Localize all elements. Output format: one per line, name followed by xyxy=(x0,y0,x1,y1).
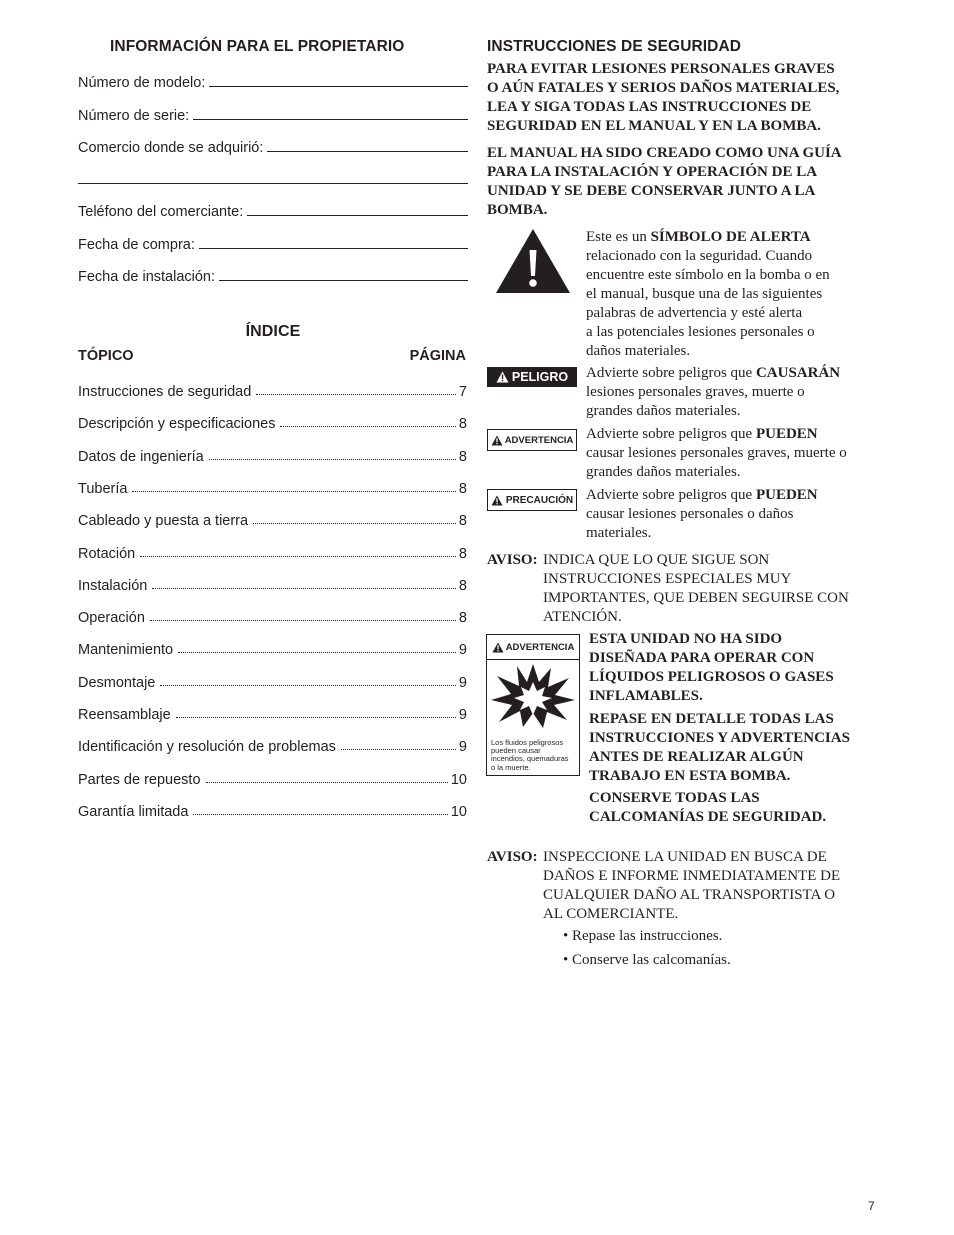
install-date-field[interactable]: Fecha de instalación: xyxy=(78,263,468,285)
index-topic: Reensamblaje xyxy=(78,707,171,723)
index-row[interactable] xyxy=(78,572,467,594)
index-page: 9 xyxy=(458,674,467,691)
index-row[interactable] xyxy=(78,766,467,788)
purchase-date-field[interactable]: Fecha de compra: xyxy=(78,231,468,253)
warning-block-2: REPASE EN DETALLE TODAS LAS INSTRUCCIONES Y ADVERTENCIAS ANTES DE REALIZAR ALGÚN TRABAJO EN ESTA BOMBA. xyxy=(589,711,850,784)
notice-2-label: AVISO: xyxy=(487,849,538,865)
index-row[interactable] xyxy=(78,378,467,400)
index-topic: Identificación y resolución de problemas xyxy=(78,739,336,756)
warning-block-3: CONSERVE TODAS LAS CALCOMANÍAS DE SEGURIDAD. xyxy=(589,790,827,825)
safety-intro-1: PARA EVITAR LESIONES PERSONALES GRAVES O AÚN FATALES Y SERIOS DAÑOS MATERIALES, LEA Y SIGA TODAS LAS INSTRUCCIONES DE SEGURIDAD EN EL MANUAL Y EN LA BOMBA. xyxy=(487,61,840,134)
index-col-page: PÁGINA xyxy=(409,348,466,364)
warning-text: Advierte sobre peligros que PUEDEN causar lesiones personales graves, muerte o grandes daños materiales. xyxy=(586,426,847,480)
index-page: 9 xyxy=(458,642,467,659)
owner-info-title: INFORMACIÓN PARA EL PROPIETARIO xyxy=(110,38,405,55)
index-page: 9 xyxy=(458,707,467,723)
caution-tag: PRECAUCIÓN xyxy=(487,489,577,511)
explosion-icon xyxy=(487,660,579,730)
index-row[interactable] xyxy=(78,669,467,691)
index-topic: Mantenimiento xyxy=(78,642,174,659)
safety-title: INSTRUCCIONES DE SEGURIDAD xyxy=(487,38,742,55)
decal-header: ADVERTENCIA xyxy=(487,635,579,660)
index-topic: Partes de repuesto xyxy=(78,771,201,788)
index-page: 8 xyxy=(458,416,467,433)
index-topic: Cableado y puesta a tierra xyxy=(78,513,249,530)
index-row[interactable] xyxy=(78,443,467,465)
index-topic: Instalación xyxy=(78,577,148,594)
index-page: 10 xyxy=(450,771,467,788)
serial-number-field[interactable]: Número de serie: xyxy=(78,102,468,124)
index-row[interactable] xyxy=(78,475,467,497)
index-topic: Operación xyxy=(78,610,145,627)
index-page: 9 xyxy=(458,739,467,756)
index-page: 8 xyxy=(458,545,467,562)
index-topic: Rotación xyxy=(78,545,136,562)
notice-2-text: INSPECCIONE LA UNIDAD EN BUSCA DE DAÑOS E INFORME INMEDIATAMENTE DE CUALQUIER DAÑO AL TRANSPORTISTA O AL COMERCIANTE. xyxy=(543,849,841,922)
index-row[interactable] xyxy=(78,733,467,755)
index-row[interactable] xyxy=(78,798,467,820)
warning-alert-icon xyxy=(491,435,503,446)
warning-tag: ADVERTENCIA xyxy=(487,429,577,451)
danger-tag: PELIGRO xyxy=(487,367,577,387)
store-field-extra-line[interactable] xyxy=(78,183,468,184)
index-row[interactable] xyxy=(78,410,467,432)
danger-alert-icon xyxy=(496,371,509,383)
index-page: 7 xyxy=(458,384,467,400)
decal-alert-icon xyxy=(492,642,504,653)
bullet-item: • Repase las instrucciones. xyxy=(563,928,723,944)
safety-intro-2: EL MANUAL HA SIDO CREADO COMO UNA GUÍA PARA LA INSTALACIÓN Y OPERACIÓN DE LA UNIDAD Y SE DEBE CONSERVAR JUNTO A LA BOMBA. xyxy=(487,145,842,218)
index-row[interactable] xyxy=(78,701,467,723)
warning-block-1: ESTA UNIDAD NO HA SIDO DISEÑADA PARA OPERAR CON LÍQUIDOS PELIGROSOS O GASES INFLAMABLES. xyxy=(589,631,834,704)
index-page: 10 xyxy=(450,803,467,820)
index-row[interactable] xyxy=(78,636,467,658)
warning-decal xyxy=(486,634,580,776)
index-page: 8 xyxy=(458,513,467,530)
safety-alert-symbol-icon xyxy=(495,228,571,294)
index-col-topic: TÓPICO xyxy=(78,348,134,364)
dealer-phone-field[interactable]: Teléfono del comerciante: xyxy=(78,198,468,220)
index-row[interactable] xyxy=(78,540,467,562)
caution-alert-icon xyxy=(491,495,503,506)
index-topic: Instrucciones de seguridad xyxy=(78,384,252,400)
decal-caption: Los fluidos peligrosos pueden causar incendios, quemaduras o la muerte. xyxy=(491,738,569,772)
notice-1-label: AVISO: xyxy=(487,552,538,568)
model-number-field[interactable]: Número de modelo: xyxy=(78,69,468,91)
index-title: ÍNDICE xyxy=(245,323,301,340)
index-page: 8 xyxy=(458,448,467,465)
index-topic: Garantía limitada xyxy=(78,803,189,820)
index-row[interactable] xyxy=(78,604,467,626)
notice-1-text: INDICA QUE LO QUE SIGUE SON INSTRUCCIONES ESPECIALES MUY IMPORTANTES, QUE DEBEN SEGUIRSE CON ATENCIÓN. xyxy=(543,552,849,625)
page-number: 7 xyxy=(868,1199,875,1213)
index-page: 8 xyxy=(458,610,467,627)
caution-text: Advierte sobre peligros que PUEDEN causar lesiones personales o daños materiales. xyxy=(586,487,818,541)
store-field[interactable]: Comercio donde se adquirió: xyxy=(78,134,468,156)
index-topic: Tubería xyxy=(78,480,128,497)
index-topic: Descripción y especificaciones xyxy=(78,416,276,433)
index-page: 8 xyxy=(458,480,467,497)
index-topic: Desmontaje xyxy=(78,674,156,691)
danger-text: Advierte sobre peligros que CAUSARÁN lesiones personales graves, muerte o grandes daños materiales. xyxy=(586,365,841,419)
index-topic: Datos de ingeniería xyxy=(78,448,204,465)
index-row[interactable] xyxy=(78,507,467,529)
alert-symbol-text: Este es un SÍMBOLO DE ALERTA relacionado con la seguridad. Cuando encuentre este símbolo en la bomba o en el manual, busque una de las siguientes palabras de advertencia y esté alerta a las potenciales lesiones personales o daños materiales. xyxy=(586,229,830,359)
bullet-item: • Conserve las calcomanías. xyxy=(563,952,731,968)
index-page: 8 xyxy=(458,577,467,594)
